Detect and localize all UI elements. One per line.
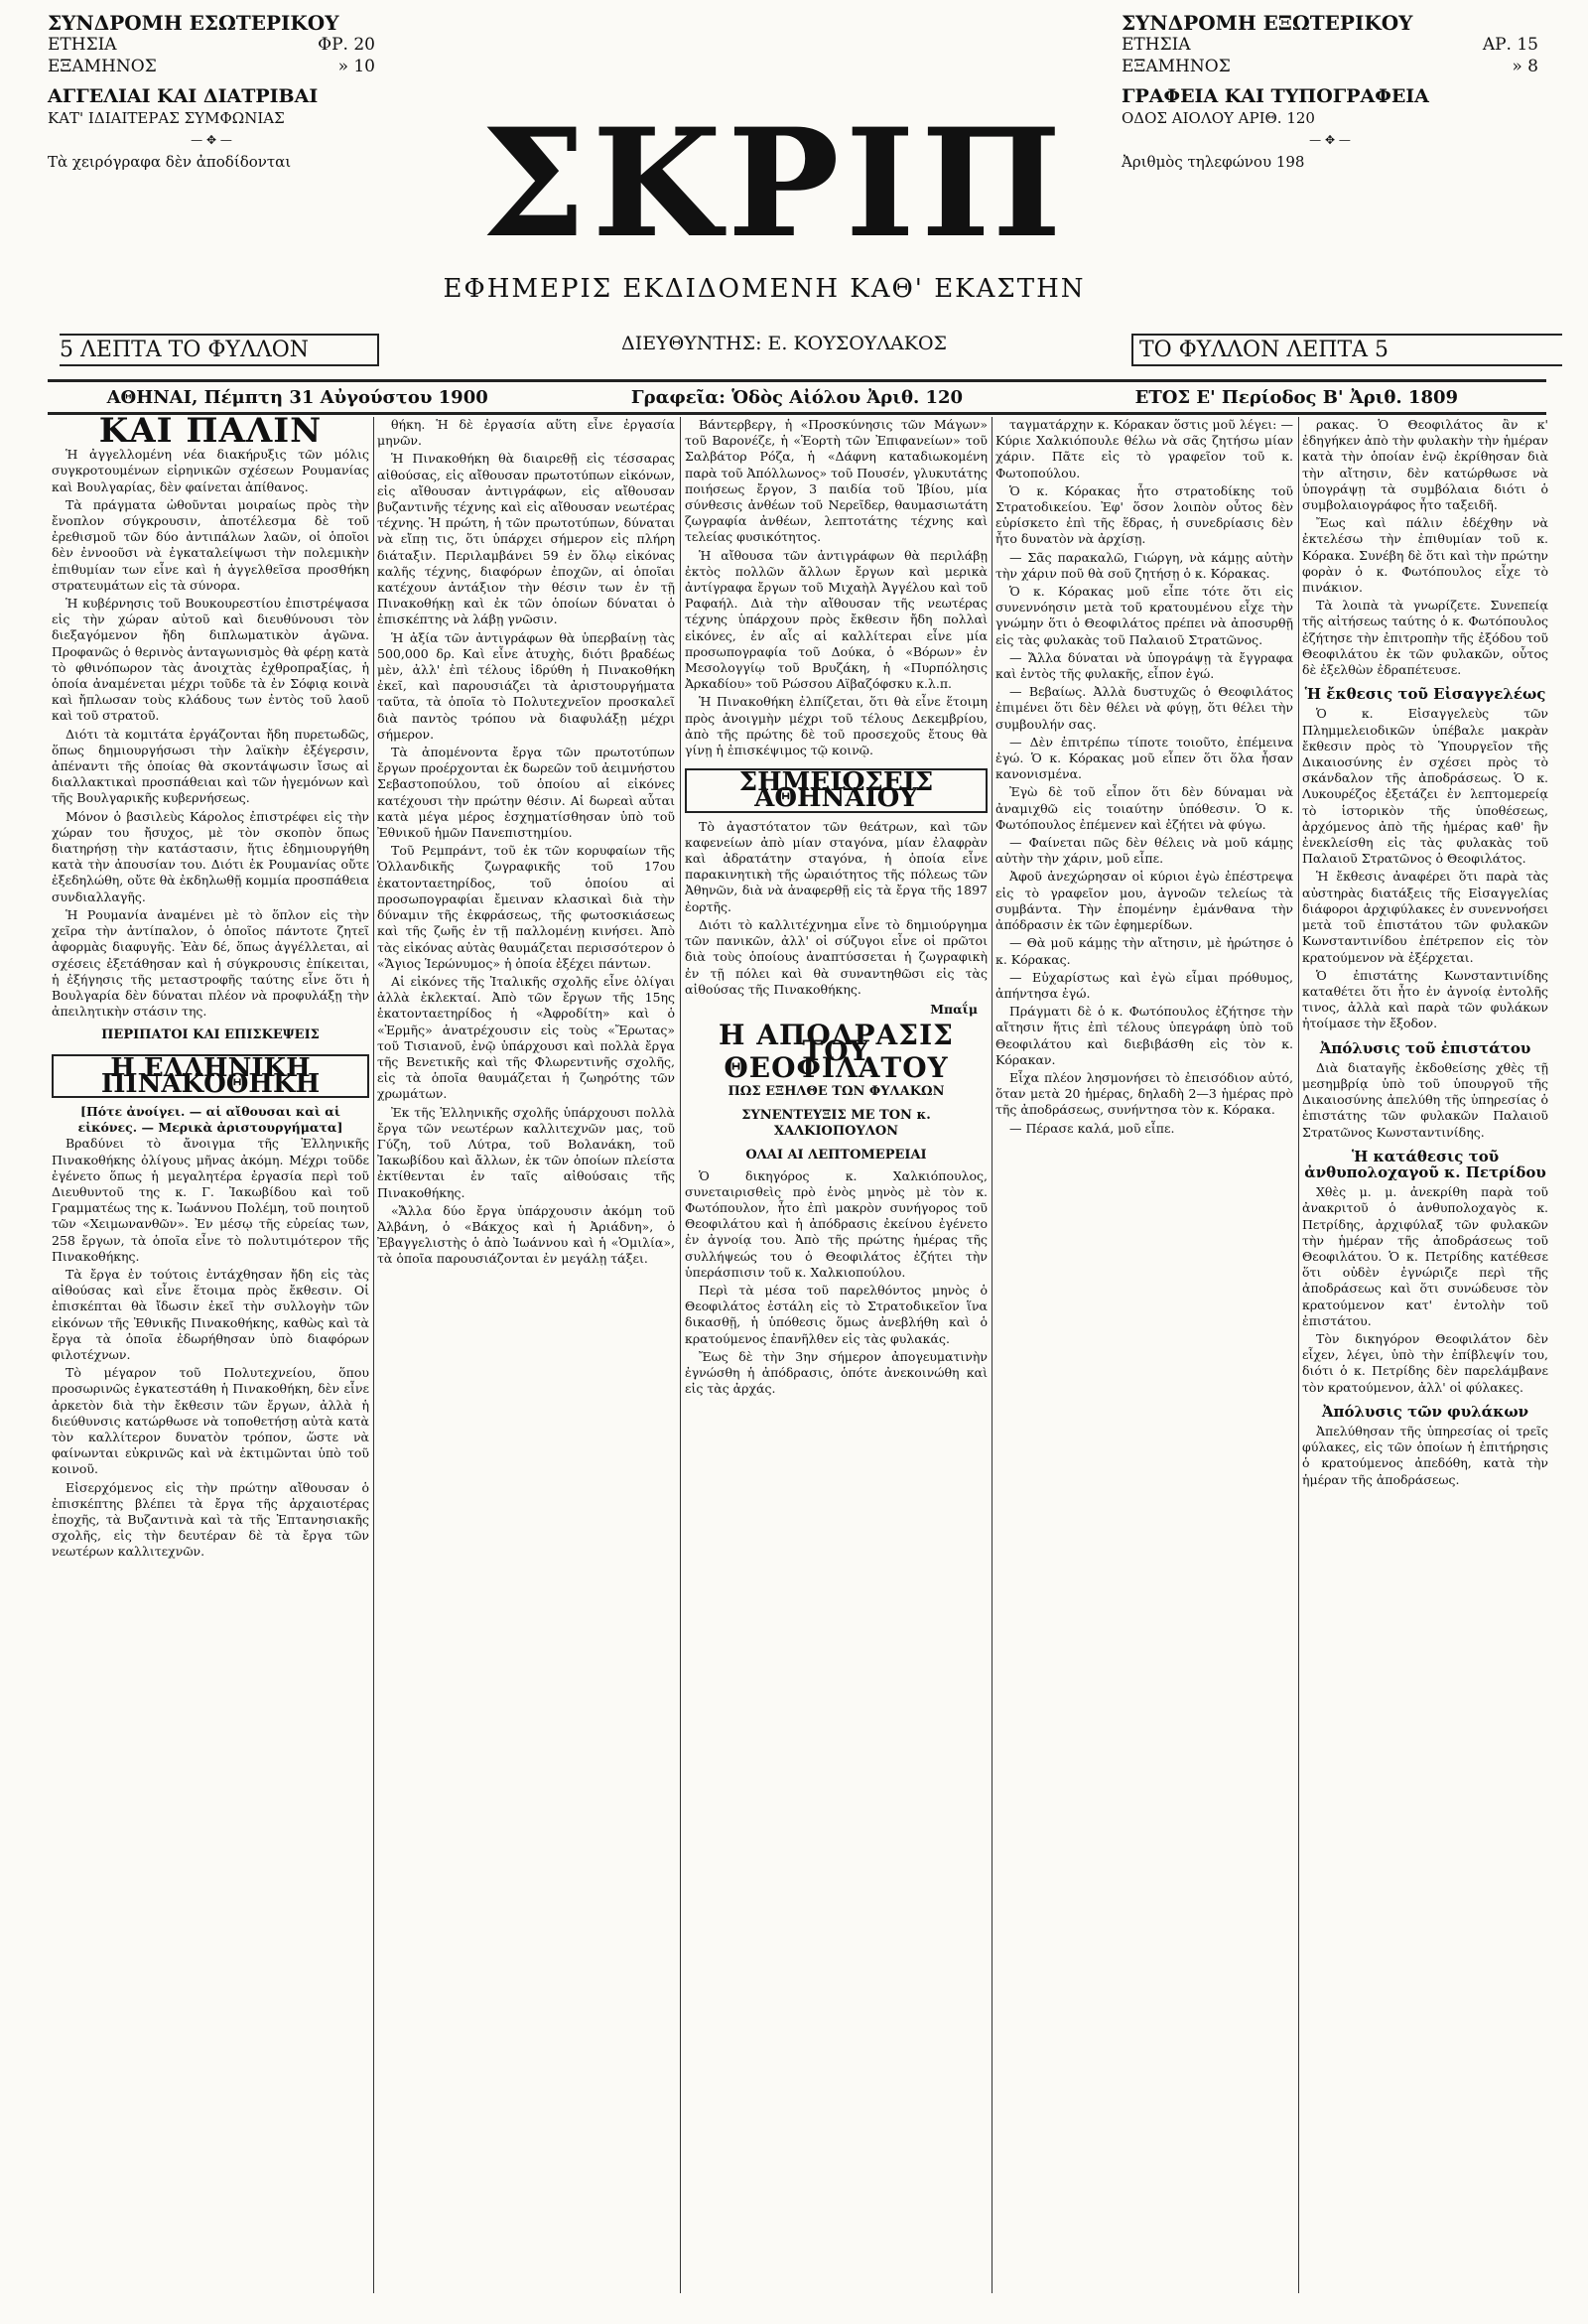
- article-paragraph: Διότι τὰ κομιτάτα ἐργάζονται ἤδη πυρετωδῶς, ὅπως δημιουργήσωσι τὴν λαϊκὴν ἐξέγερσιν, ἀπέναντι τῆς ὁποίας θὰ σκοντάψωσιν ἴσως αἱ διαλλακτικαὶ προσπάθειαι καὶ τῶν ἡγεμόνων καὶ τῆς Βουλγαρικῆς κυβερνήσεως.: [52, 726, 369, 806]
- article-paragraph: Ἡ ἀξία τῶν ἀντιγράφων θὰ ὑπερβαίνῃ τὰς 500,000 δρ. Καὶ εἶνε ἀτυχὴς, διότι βραδέως μὲν, ἀλλ' ἐπὶ τέλους ἱδρύθη ἡ Πινακοθήκη ἐκεῖ, καὶ παρουσιάζει τὰ ἀριστουργήματα ταῦτα, τὰ ὁποῖα τὸ Πολυτεχνεῖον προσκαλεῖ διὰ παντὸς τρόπου νὰ διαφυλάξῃ μέχρι σήμερον.: [377, 629, 675, 742]
- manuscripts-note: Τὰ χειρόγραφα δὲν ἀποδίδονται: [48, 153, 292, 171]
- article-paragraph: Διὰ διαταγῆς ἐκδοθείσης χθὲς τῇ μεσημβρίᾳ ὑπὸ τοῦ ὑπουργοῦ τῆς Δικαιοσύνης ἀπελύθη τῆς ὑπηρεσίας ὁ ἐπιστάτης τῶν φυλακῶν Παλαιοῦ Στρατῶνος Κωνσταντινίδης.: [1302, 1059, 1548, 1140]
- article-paragraph: ρακας. Ὁ Θεοφιλάτος ἂν κ' ἐδηγήκεν ἀπὸ τὴν φυλακὴν τὴν ἡμέραν κατὰ τὴν ὁποίαν ἐνῷ ἐκρίθησαν διὰ τὴν αἴτησιν, δὲν κατώρθωσε νὰ ὑπογράψῃ τὰ συμβόλαια διότι ὁ συμβολαιογράφος ἦτο ταξειδῆ.: [1302, 417, 1548, 513]
- price-left: 5 ΛΕΠΤΑ ΤΟ ΦΥΛΛΟΝ: [60, 334, 379, 366]
- article-paragraph: «Ἄλλα δύο ἔργα ὑπάρχουσιν ἀκόμη τοῦ Ἀλβάνη, ὁ «Βάκχος καὶ ἡ Ἀριάδνη», ὁ Ἐβαγγελιστὴς ὁ ἀπὸ Ἰωάννου καὶ ἡ «Ὁμιλία», τὰ ὁποῖα παρουσιάζονται ἐν μεγάλῃ τάξει.: [377, 1202, 675, 1267]
- article-paragraph: — Σᾶς παρακαλῶ, Γιώργη, νὰ κάμῃς αὐτὴν τὴν χάριν ποῦ θὰ σοῦ ζητήσῃ ὁ κ. Κόρακας.: [995, 549, 1293, 581]
- article-paragraph: Ὁ ἐπιστάτης Κωνσταντινίδης καταθέτει ὅτι ἦτο ἐν ἀγνοίᾳ ἐντολῆς τινος, ἀλλὰ καὶ παρὰ τῶν φυλάκων ἠτοίμασε τὴν ἔξοδον.: [1302, 967, 1548, 1031]
- article-paragraph: Τὸ ἀγαστότατον τῶν θεάτρων, καὶ τῶν καφενείων ἀπὸ μίαν σταγόνα, μίαν ἐλαφρὰν καὶ ἀδρατάτην σταγόνα, ἡ ὁποία εἶνε παρακινητικὴ τῆς ὠραιότητος τῆς πόλεως τῶν Ἀθηνῶν, διὰ νὰ ἀναφερθῇ εἰς τὰ ἔργα τῆς 1897 ἐορτῆς.: [685, 818, 988, 914]
- headline-kai-palin: ΚΑΙ ΠΑΛΙΝ: [98, 417, 323, 451]
- headline-pinakothiki: Η ΕΛΛΗΝΙΚΗ ΠΙΝΑΚΟΘΗΚΗ: [52, 1054, 369, 1098]
- masthead-subtitle: ΕΦΗΜΕΡΙΣ ΕΚΔΙΔΟΜΕΝΗ ΚΑΘ' ΕΚΑΣΤΗΝ: [443, 274, 1086, 304]
- article-paragraph: — Βεβαίως. Ἀλλὰ δυστυχῶς ὁ Θεοφιλάτος ἐπιμένει ὅτι δὲν θέλει νὰ φύγῃ, ὅτι θέλει τὴν συμβουλήν σας.: [995, 684, 1293, 732]
- article-paragraph: Διότι τὸ καλλιτέχνημα εἶνε τὸ δημιούργημα τῶν πανικῶν, ἀλλ' οἱ σύζυγοι εἶνε οἱ πρῶτοι διὰ τοὺς ὁποίους ἀναπτύσσεται ἡ ζωγραφικὴ ἐν τῇ πόλει καὶ θὰ συναντηθῶσι εἰς τὰς αἰθούσας τῆς Πινακοθήκης.: [685, 916, 988, 997]
- subheadline: ΠΩΣ ΕΞΗΛΘΕ ΤΩΝ ΦΥΛΑΚΩΝ: [728, 1083, 945, 1099]
- phone-number: Ἀριθμὸς τηλεφώνου 198: [1122, 153, 1305, 171]
- article-paragraph: Εἶχα πλέον λησμονήσει τὸ ἐπεισόδιον αὐτό, ὅταν μετὰ 20 ἡμέρας, δηλαδὴ 2—3 ἡμέρας πρὸ τῆς ἀποδράσεως, συνήντησα τὸν κ. Κόρακα.: [995, 1069, 1293, 1118]
- column-5: [1302, 417, 1548, 2293]
- masthead-title: ΣΚΡΙΠ: [480, 96, 1068, 271]
- foreign-row-annual: [1122, 34, 1538, 56]
- column-4: [995, 417, 1293, 2293]
- article-paragraph: Ἀπελύθησαν τῆς ὑπηρεσίας οἱ τρεῖς φύλακες, εἰς τῶν ὁποίων ἡ ἐπιτήρησις ὁ κρατούμενος ἀπεδόθη, κατὰ τὴν ἡμέραν τῆς ἀποδράσεως.: [1302, 1423, 1548, 1487]
- article-paragraph: Τὸ μέγαρον τοῦ Πολυτεχνείου, ὅπου προσωρινῶς ἐγκατεστάθη ἡ Πινακοθήκη, δὲν εἶνε ἀρκετὸν διὰ τὴν ἔκθεσιν τῶν ἔργων, ἀλλὰ ἡ διεύθυνσις κατώρθωσε νὰ τοποθετήσῃ αὐτὰ κατὰ τὸν καλλίτερον δυνατὸν τρόπον, ὥστε νὰ φαίνωνται εὐκρινῶς καὶ νὰ ἐκτιμῶνται ὑπὸ τοῦ κοινοῦ.: [52, 1365, 369, 1477]
- article-subtitle: [Πότε ἀνοίγει. — αἱ αἴθουσαι καὶ αἱ εἰκόνες. — Μερικὰ ἀριστουργήματα]: [77, 1103, 343, 1136]
- offices-title: ΓΡΑΦΕΙΑ ΚΑΙ ΤΥΠΟΓΡΑΦΕΙΑ: [1122, 85, 1429, 107]
- article-paragraph: — Φαίνεται πῶς δὲν θέλεις νὰ μοῦ κάμῃς αὐτὴν τὴν χάριν, μοῦ εἶπε.: [995, 835, 1293, 867]
- ornament-divider: — ✥ —: [191, 133, 232, 147]
- column-2: [377, 417, 675, 2293]
- foreign-annual-price: ΑΡ. 15: [1482, 35, 1538, 55]
- article-paragraph: Ὁ δικηγόρος κ. Χαλκιόπουλος, συνεταιρισθεὶς πρὸ ἑνὸς μηνὸς μὲ τὸν κ. Φωτόπουλον, ἦτο ἐπὶ μακρὸν συνήγορος τοῦ Θεοφιλάτου καὶ ἡ ἀπόδρασις ἐκείνου ἐγένετο ἐν ἀγνοίᾳ του. Ἀπὸ τῆς πρώτης ἡμέρας τῆς συλλήψεώς του ὁ Θεοφιλάτος ἐζήτει τὴν ὑπεράσπισιν τοῦ κ. Χαλκιοπούλου.: [685, 1167, 988, 1280]
- foreign-annual-label: ΕΤΗΣΙΑ: [1122, 35, 1191, 55]
- subscription-row-semiannual: [48, 56, 375, 77]
- column-rule: [1298, 417, 1299, 2293]
- article-paragraph: θήκη. Ἡ δὲ ἐργασία αὕτη εἶνε ἐργασία μηνῶν.: [377, 417, 675, 449]
- column-rule: [680, 417, 681, 2293]
- article-paragraph: Τὰ λοιπὰ τὰ γνωρίζετε. Συνεπείᾳ τῆς αἰτήσεως ταύτης ὁ κ. Φωτόπουλος ἐζήτησε τὴν ἐπιτροπὴν τῆς ἐξόδου τοῦ Θεοφιλάτου ἐκ τῶν φυλακῶν, οὗτος δὲ ἐξελθὼν ἐδραπέτευσε.: [1302, 598, 1548, 678]
- article-paragraph: — Θὰ μοῦ κάμῃς τὴν αἴτησιν, μὲ ἠρώτησε ὁ κ. Κόρακας.: [995, 935, 1293, 967]
- article-paragraph: Τὰ πράγματα ὠθοῦνται μοιραίως πρὸς τὴν ἔνοπλον σύγκρουσιν, ἀποτέλεσμα δὲ τοῦ ἐρεθισμοῦ τῶν δύο ἀντιπάλων λαῶν, οἱ ὁποῖοι δὲν ἐννοοῦσι νὰ ἐγκαταλείψωσι τὴν πολεμικὴν ἐπιθυμίαν των εἶνε καὶ ἡ ἀγγελθεῖσα προσθήκη στρατευμάτων εἰς τὰ σύνορα.: [52, 496, 369, 593]
- article-paragraph: Βάντερβεργ, ἡ «Προσκύνησις τῶν Μάγων» τοῦ Βαρονέζε, ἡ «Ἑορτὴ τῶν Ἐπιφανείων» τοῦ Σαλβάτορ Ρόζα, ἡ «Δάφνη καταδιωκομένη παρὰ τοῦ Ἀπόλλωνος» τοῦ Πουσέν, γλυκυτάτης ποιήσεως ἔργον, 3 παιδία τοῦ Ἰβίου, μία σύνθεσις ἀνθέων τοῦ Νερεῖδερ, θαυμασιωτάτη ζωγραφία ἀνθέων, λεπτοτάτης τέχνης καὶ τελείας φυσικότητος.: [685, 417, 988, 545]
- article-paragraph: Περὶ τὰ μέσα τοῦ παρελθόντος μηνὸς ὁ Θεοφιλάτος ἐστάλη εἰς τὸ Στρατοδικεῖον ἵνα δικασθῇ, ἡ ὑπόθεσις ὅμως ἀνεβλήθη καὶ ὁ κρατούμενος ἐπανῆλθεν εἰς τὰς φυλακάς.: [685, 1282, 988, 1346]
- article-paragraph: Ἡ ἀγγελλομένη νέα διακήρυξις τῶν μόλις συγκροτουμένων εἰρηνικῶν σχέσεων Ρουμανίας καὶ Βουλγαρίας, δὲν φαίνεται ἀπίθανος.: [52, 447, 369, 494]
- article-paragraph: ταγματάρχην κ. Κόρακαν ὅστις μοῦ λέγει: — Κύριε Χαλκιόπουλε θέλω νὰ σᾶς ζητήσω μίαν χάριν. Πᾶτε εἰς τὸ γραφεῖον τοῦ κ. Φωτοπούλου.: [995, 417, 1293, 480]
- column-1: [52, 417, 369, 2293]
- subheadline: ΣΥΝΕΝΤΕΥΞΙΣ ΜΕ ΤΟΝ κ. ΧΑΛΚΙΟΠΟΥΛΟΝ: [741, 1107, 931, 1140]
- article-paragraph: — Δὲν ἐπιτρέπω τίποτε τοιοῦτο, ἐπέμεινα ἐγώ. Ὁ κ. Κόρακας μοῦ εἶπεν ὅτι ὅλα ἦσαν κανονισμένα.: [995, 734, 1293, 782]
- subheading: Ἀπόλυσις τοῦ ἐπιστάτου: [1319, 1038, 1531, 1057]
- article-paragraph: Ἡ Πινακοθήκη θὰ διαιρεθῇ εἰς τέσσαρας αἰθούσας, εἰς αἴθουσαν πρωτοτύπων εἰκόνων, εἰς αἴθουσαν ἀντιγράφων, εἰς αἴθουσαν βυζαντινῆς τέχνης καὶ εἰς αἴθουσαν νεωτέρας τέχνης. Ἡ πρώτη, ἡ τῶν πρωτοτύπων, δύναται νὰ εἴπῃ τις, ὅτι ὑπάρχει σήμερον εἰς πλήρη διάταξιν. Περιλαμβάνει 59 ἐν ὅλῳ εἰκόνας καλῆς τέχνης, διαφόρων ἐποχῶν, αἱ ὁποῖαι κατέχουν ἀντάξιον τὴν θέσιν των ἐν τῇ Πινακοθήκῃ καὶ ἐκ τῶν ὁποίων δύναται ὁ ἐπισκέπτης νὰ λάβῃ γνῶσιν.: [377, 451, 675, 627]
- article-paragraph: Ἔως δὲ τὴν 3ην σήμερον ἀπογευματινὴν ἐγνώσθη ἡ ἀπόδρασις, ὁπότε ἀνεκοινώθη καὶ εἰς τὰς ἀρχάς.: [685, 1348, 988, 1397]
- subscription-row-annual: [48, 34, 375, 56]
- article-paragraph: — Πέρασε καλά, μοῦ εἶπε.: [1009, 1120, 1175, 1136]
- article-paragraph: Μόνον ὁ βασιλεὺς Κάρολος ἐπιστρέφει εἰς τὴν χώραν του ἤσυχος, μὲ τὸν σκοπὸν ὅπως διατηρήσῃ τὴν κατάστασιν, ἥτις ἐδημιουργήθη κατὰ τὴν ἀπουσίαν του. Διότι ἐκ Ρουμανίας οὔτε ἐξεδηλώθη, οὔτε θὰ ἐκδηλωθῇ κομμία προσπάθεια συνδιαλλαγῆς.: [52, 808, 369, 904]
- article-paragraph: Ἡ κυβέρνησις τοῦ Βουκουρεστίου ἐπιστρέψασα εἰς τὴν χώραν αὐτοῦ καὶ διευθύνουσι τὸν διεξαγόμενον ἤδη διπλωματικὸν ἀγῶνα. Προφανῶς ὁ θερινὸς ἀνταγωνισμὸς θὰ φέρῃ κατὰ τὸ φθινόπωρον τὰς ἀνοιχτὰς ἐχθροπραξίας, ἡ ὁποία ἀναμένεται μέχρι τοῦδε τὰ ἐν Σόφιᾳ κοινὰ καὶ ἤπλωσαν τοὺς κλάδους των ἐντὸς τοῦ λαοῦ καὶ τοῦ στρατοῦ.: [52, 596, 369, 724]
- subscription-domestic-title: ΣΥΝΔΡΟΜΗ ΕΣΩΤΕΡΙΚΟΥ: [48, 11, 339, 35]
- subheading: Ἡ ἔκθεσις τοῦ Εἰσαγγελέως: [1304, 685, 1546, 704]
- subheadline: ΟΛΑΙ ΑΙ ΛΕΠΤΟΜΕΡΕΙΑΙ: [745, 1148, 927, 1163]
- article-paragraph: Τοῦ Ρεμπράντ, τοῦ ἐκ τῶν κορυφαίων τῆς Ὁλλανδικῆς ζωγραφικῆς τοῦ 17ου ἑκατονταετηρίδος, τοῦ ὁποίου αἱ προσωπογραφίαι ἔμειναν κλασικαὶ διὰ τὴν δύναμιν τῆς ἐκφράσεως, τῆς φωτοσκιάσεως καὶ τῆς ζωῆς ἐν τῇ παλλομένῃ κινήσει. Ἀπὸ τὰς εἰκόνας αὐτὰς θαυμάζεται περισσότερον ὁ «Ἅγιος Ἱερώνυμος» ἡ ὁποία ἐξέχει πάντων.: [377, 843, 675, 971]
- annual-price: ΦΡ. 20: [318, 35, 375, 55]
- article-paragraph: Ἐγὼ δὲ τοῦ εἶπον ὅτι δὲν δύναμαι νὰ ἀναμιχθῶ εἰς τοιαύτην ὑπόθεσιν. Ὁ κ. Φωτόπουλος ἐπέμενεν καὶ ἐζήτει νὰ φύγω.: [995, 784, 1293, 832]
- header-right-box: [1122, 12, 1538, 173]
- article-paragraph: Βραδύνει τὸ ἄνοιγμα τῆς Ἑλληνικῆς Πινακοθήκης ὀλίγους μῆνας ἀκόμη. Μέχρι τοῦδε ἐγένετο ὅπως ἡ μεγαλητέρα ἐργασία περὶ τοῦ Διευθυντοῦ της κ. Γ. Ἰακωβίδου καὶ τοῦ Γραμματέως της κ. Ἰωάννου Πολέμη, τοῦ ποιητοῦ τῶν «Χειμωνανθῶν». Ἐν μέσῳ τῆς εὐρείας των, 258 ἔργων, τὰ ὁποῖα εἶνε τὸ πολυτιμότερον τῆς Πινακοθήκης.: [52, 1136, 369, 1264]
- foreign-row-semiannual: [1122, 56, 1538, 77]
- headline-apodrasis: Η ΑΠΟΔΡΑΣΙΣ ΤΟΥ ΘΕΟΦΙΛΑΤΟΥ: [719, 1019, 954, 1084]
- article-paragraph: Ἀφοῦ ἀνεχώρησαν οἱ κύριοι ἐγὼ ἐπέστρεψα εἰς τὸ γραφεῖον μου, ἀγνοῶν τελείως τὰ συμβάντα. Τὴν ἑπομένην ἐμάνθανα τὴν ἀπόδρασιν ἐκ τῶν ἐφημερίδων.: [995, 869, 1293, 933]
- article-paragraph: — Εὐχαρίστως καὶ ἐγὼ εἶμαι πρόθυμος, ἀπήντησα ἐγώ.: [995, 969, 1293, 1001]
- subscription-foreign-title: ΣΥΝΔΡΟΜΗ ΕΞΩΤΕΡΙΚΟΥ: [1122, 11, 1413, 35]
- header-left-box: [48, 12, 375, 173]
- issue-date: ΑΘΗΝΑΙ, Πέμπτη 31 Αὐγούστου 1900: [106, 386, 488, 408]
- semiannual-label: ΕΞΑΜΗΝΟΣ: [48, 57, 157, 76]
- article-paragraph: — Ἄλλα δύναται νὰ ὑπογράψῃ τὰ ἔγγραφα καὶ ἐντὸς τῆς φυλακῆς, εἶπον ἐγώ.: [995, 649, 1293, 682]
- ads-subtitle: ΚΑΤ' ΙΔΙΑΙΤΕΡΑΣ ΣΥΜΦΩΝΙΑΣ: [48, 109, 285, 127]
- column-3: [685, 417, 988, 2293]
- office-address: Γραφεῖα: Ὁδὸς Αἰόλου Ἀριθ. 120: [630, 386, 964, 408]
- semiannual-price: » 10: [337, 57, 375, 76]
- article-paragraph: Ὁ κ. Εἰσαγγελεὺς τῶν Πλημμελειοδικῶν ὑπέβαλε μακρὰν ἔκθεσιν πρὸς τὸ Ὑπουργεῖον τῆς Δικαιοσύνης ἐν σχέσει πρὸς τὸ σκάνδαλον τῆς ἀποδράσεως. Ὁ κ. Λυκουρέζος ἐξετάζει ἐν λεπτομερείᾳ τὸ ἱστορικὸν τῆς ὑποθέσεως, ἀρχόμενος ἀπὸ τῆς ἡμέρας καθ' ἣν ἐνεκλείσθη εἰς τὰς φυλακὰς τοῦ Παλαιοῦ Στρατῶνος ὁ Θεοφιλάτος.: [1302, 706, 1548, 867]
- article-paragraph: Τὸν δικηγόρον Θεοφιλάτον δὲν εἶχεν, λέγει, ὑπὸ τὴν ἐπίβλεψίν του, διότι ὁ κ. Πετρίδης δὲν παρελάμβανε τὸν κρατούμενον, ἀλλ' οἱ φύλακες.: [1302, 1330, 1548, 1395]
- article-paragraph: Ὁ κ. Κόρακας ἦτο στρατοδίκης τοῦ Στρατοδικείου. Ἐφ' ὅσον λοιπὸν οὗτος δὲν εὑρίσκετο ἐπὶ τῆς ἕδρας, ἡ συνεδρίασις δὲν ἦτο δυνατὸν νὰ ἀρχίσῃ.: [995, 482, 1293, 547]
- article-paragraph: Αἱ εἰκόνες τῆς Ἰταλικῆς σχολῆς εἶνε ὀλίγαι ἀλλὰ ἐκλεκταί. Ἀπὸ τῶν ἔργων τῆς 15ης ἑκατονταετηρίδος ἡ «Ἀφροδίτη» καὶ ὁ «Ἑρμῆς» ἀνατρέχουσιν εἰς τοὺς «Ἔρωτας» τοῦ Τισιανοῦ, ἐνῷ ὑπάρχουσι καὶ πολλὰ ἔργα τῆς Βενετικῆς καὶ τῆς Φλωρεντινῆς σχολῆς, εἰς τὰ ὁποῖα θαυμάζεται ἡ ζωηρότης τῶν χρωμάτων.: [377, 973, 675, 1102]
- signature: Μπαΐμ: [930, 1001, 978, 1017]
- column-rule: [373, 417, 374, 2293]
- subheading: Ἡ κατάθεσις τοῦ ἀνθυπολοχαγοῦ κ. Πετρίδου: [1304, 1147, 1546, 1181]
- article-paragraph: Τὰ ἀπομένοντα ἔργα τῶν πρωτοτύπων ἔργων προέρχονται ἐκ δωρεῶν τοῦ ἀειμνήστου Σεβαστοπούλου, τοῦ ὁποίου αἱ εἰκόνες κατέχουσι τὴν πρώτην θέσιν. Αἱ δωρεαὶ αὗται κατὰ μέγα μέρος ἐσχηματίσθησαν ὑπὸ τοῦ Ἐθνικοῦ ἡμῶν Πανεπιστημίου.: [377, 745, 675, 841]
- price-right: ΤΟ ΦΥΛΛΟΝ ΛΕΠΤΑ 5: [1131, 334, 1562, 366]
- section-heading-notes: ΣΗΜΕΙΩΣΕΙΣ ΑΘΗΝΑΙΟΥ: [685, 768, 988, 812]
- article-paragraph: Ὁ κ. Κόρακας μοῦ εἶπε τότε ὅτι εἰς συνεννόησιν μετὰ τοῦ κρατουμένου εἶχε τὴν γνώμην ὅτι ὁ Θεοφιλάτος πρέπει νὰ ἀποσυρθῇ εἰς τὰς φυλακὰς τοῦ Παλαιοῦ Στρατῶνος.: [995, 584, 1293, 647]
- article-paragraph: Ἡ Πινακοθήκη ἐλπίζεται, ὅτι θὰ εἶνε ἕτοιμη πρὸς ἀνοιγμὴν μέχρι τοῦ τέλους Δεκεμβρίου, ἀπὸ τῆς πρώτης δὲ τοῦ προσεχοῦς ἔτους θὰ γίνῃ ἡ ἐπισκέψιμος τῷ κοινῷ.: [685, 694, 988, 758]
- article-paragraph: Εἰσερχόμενος εἰς τὴν πρώτην αἴθουσαν ὁ ἐπισκέπτης βλέπει τὰ ἔργα τῆς ἀρχαιοτέρας ἐποχῆς, τὰ Βυζαντινὰ καὶ τὰ τῆς Ἑπτανησιακῆς σχολῆς, εἰς τὴν δευτέραν δὲ τὰ ἔργα τῶν νεωτέρων καλλιτεχνῶν.: [52, 1479, 369, 1560]
- director-line: ΔΙΕΥΘΥΝΤΗΣ: Ε. ΚΟΥΣΟΥΛΑΚΟΣ: [621, 333, 947, 354]
- foreign-semiannual-label: ΕΞΑΜΗΝΟΣ: [1122, 57, 1231, 76]
- ads-title: ΑΓΓΕΛΙΑΙ ΚΑΙ ΔΙΑΤΡΙΒΑΙ: [48, 85, 319, 107]
- dateline-bar: [48, 379, 1546, 415]
- article-paragraph: Ἔως καὶ πάλιν ἐδέχθην νὰ ἐκτελέσω τὴν ἐπιθυμίαν τοῦ κ. Κόρακα. Συνέβη δὲ ὅτι καὶ τὴν πρώτην φορὰν ὁ κ. Φωτόπουλος εἶχε τὸ πινάκιον.: [1302, 515, 1548, 596]
- ornament-divider-right: — ✥ —: [1309, 133, 1351, 147]
- article-paragraph: Ἐκ τῆς Ἑλληνικῆς σχολῆς ὑπάρχουσι πολλὰ ἔργα τῶν νεωτέρων καλλιτεχνῶν μας, τοῦ Γύζη, τοῦ Λύτρα, τοῦ Βολανάκη, τοῦ Ἰακωβίδου καὶ ἄλλων, ἐκ τῶν ὁποίων πλείστα ἐκτίθενται ἐν ταῖς αἰθούσαις τῆς Πινακοθήκης.: [377, 1104, 675, 1200]
- foreign-semiannual-price: » 8: [1512, 57, 1538, 76]
- article-paragraph: Τὰ ἔργα ἐν τούτοις ἐντάχθησαν ἤδη εἰς τὰς αἰθούσας καὶ εἶνε ἕτοιμα πρὸς ἔκθεσιν. Οἱ ἐπισκέπται θὰ ἴδωσιν ἐκεῖ τὴν συλλογὴν τῶν εἰκόνων τῆς Ἐθνικῆς Πινακοθήκης, καθὼς καὶ τὰ ἔργα τὰ ὁποῖα ἐδωρήθησαν ὑπὸ διαφόρων φιλοτέχνων.: [52, 1266, 369, 1362]
- article-paragraph: Ἡ αἴθουσα τῶν ἀντιγράφων θὰ περιλάβῃ ἐκτὸς πολλῶν ἄλλων ἔργων καὶ μερικὰ ἀντίγραφα ἔργων τοῦ Μιχαὴλ Ἀγγέλου καὶ τοῦ Ραφαήλ. Διὰ τὴν αἴθουσαν τῆς νεωτέρας τέχνης ὑπάρχουν πρὸς ἔκθεσιν ἤδη πολλαὶ εἰκόνες, ἐν αἷς αἱ καλλίτεραι εἶνε μία προσωπογραφία τοῦ Δούκα, ὁ «Βόρων» ἐν Μεσολογγίῳ τοῦ Βρυζάκη, ἡ «Πυρπόλησις Ἀρκαδίου» τοῦ Ρώσσου Αϊβαζόφσκυ κ.λ.π.: [685, 547, 988, 692]
- article-paragraph: Χθὲς μ. μ. ἀνεκρίθη παρὰ τοῦ ἀνακριτοῦ ὁ ἀνθυπολοχαγὸς κ. Πετρίδης, ἀρχιφύλαξ τῶν φυλακῶν τὴν ἡμέραν τῆς ἀποδράσεως τοῦ Θεοφιλάτου. Ὁ κ. Πετρίδης κατέθεσε ὅτι οὐδὲν ἐγνώριζε περὶ τῆς ἀποδράσεως καὶ ὅτι συνώδευσε τὸν κρατούμενον κατ' ἐντολὴν τοῦ ἐπιστάτου.: [1302, 1184, 1548, 1328]
- issue-number: ΕΤΟΣ Ε' Περίοδος Β' Ἀριθ. 1809: [1134, 386, 1459, 408]
- offices-address: ΟΔΟΣ ΑΙΟΛΟΥ ΑΡΙΘ. 120: [1122, 109, 1315, 127]
- article-paragraph: Ἡ Ρουμανία ἀναμένει μὲ τὸ ὅπλον εἰς τὴν χεῖρα τὴν ἀντίπαλον, ὁ ὁποῖος πάντοτε ζητεῖ ἀφορμὰς διαφυγῆς. Ἐὰν δέ, ὅπως ἀγγέλλεται, αἱ σχέσεις ἐξετάθησαν καὶ ἡ σύγκρουσις ἐπίκειται, ἡ ἐξήγησις τῆς μεταστροφῆς ταύτης εἶνε ὅτι ἡ Βουλγαρία δὲν δύναται πλέον νὰ προφυλάξῃ τὴν ἀπειλητικὴν στάσιν της.: [52, 906, 369, 1020]
- annual-label: ΕΤΗΣΙΑ: [48, 35, 117, 55]
- subheading: Ἀπόλυσις τῶν φυλάκων: [1321, 1402, 1529, 1421]
- article-paragraph: Ἡ ἔκθεσις ἀναφέρει ὅτι παρὰ τὰς αὐστηρὰς διατάξεις τῆς Εἰσαγγελίας διάφοροι ἀρχιφύλακες ἐν συνεννοήσει μετὰ τοῦ ἐπιστάτου τῶν φυλακῶν Κωνσταντινίδου ἐπέτρεπον εἰς τὸν κρατούμενον νὰ ἐξέρχεται.: [1302, 869, 1548, 965]
- article-paragraph: Πράγματι δὲ ὁ κ. Φωτόπουλος ἐζήτησε τὴν αἴτησιν ἥτις ἐπὶ τέλους ὑπεγράφη ὑπὸ τοῦ Θεοφιλάτου καὶ διεβιβάσθη εἰς τὸν κ. Κόρακαν.: [995, 1004, 1293, 1067]
- section-heading: ΠΕΡΙΠΑΤΟΙ ΚΑΙ ΕΠΙΣΚΕΨΕΙΣ: [101, 1027, 320, 1043]
